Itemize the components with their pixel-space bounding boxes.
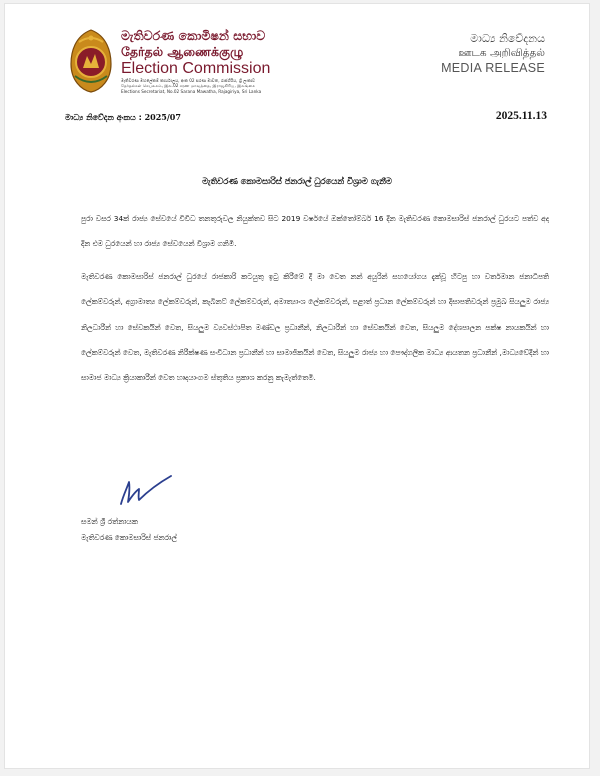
body-paragraph: පුරා වසර 34ක් රාජ්‍ය සේවයේ විවිධ තනතුරුවල නියුක්තව සිට 2019 වර්ෂයේ ඔක්තෝම්බර් 16 දින මැතිවරණ කොමසාරිස් ජනරාල් ධුරයට පත්ව අද දින එම ධුරයෙන් හා රාජ්‍ය සේවයෙන් විශ්‍රාම ගනිමි. — [81, 214, 549, 249]
media-release-sinhala: මාධ්‍ය නිවේදනය — [470, 32, 545, 45]
signatory-title: මැතිවරණ කොමසාරිස් ජනරාල් — [81, 533, 177, 542]
media-release-english: MEDIA RELEASE — [441, 61, 545, 75]
organization-name-block — [121, 28, 291, 94]
address-line: මැතිවරණ මහලේකම් කාර්යාලය, අංක 02 සරණ මාවත, රාජගිරිය, ශ්‍රී ලංකාව — [121, 78, 256, 83]
handwritten-signature — [113, 474, 175, 510]
media-release-page — [4, 3, 590, 769]
address-line: தேர்தல்கள் செயலகம், இல.02 சரண மாவத்தை, இராஜகிரிய, இலங்கை — [121, 83, 256, 89]
release-date: 2025.11.13 — [495, 110, 547, 122]
election-commission-emblem-icon — [65, 28, 117, 94]
media-release-label-block — [441, 32, 545, 76]
reference-label: මාධ්‍ය නිවේදන අංකය : — [65, 113, 142, 122]
org-name-tamil: தேர்தல் ஆணைக்குழு — [121, 44, 244, 59]
release-headline: මැතිවරණ කොමසාරිස් ජනරාල් ධුරයෙන් විශ්‍රාම ගැනීම — [202, 176, 392, 186]
signatory-name: සමන් ශ්‍රී රත්නායක — [81, 517, 138, 526]
media-release-tamil: ஊடக அறிவித்தல் — [458, 47, 545, 59]
reference-number — [65, 112, 181, 123]
body-paragraph: මැතිවරණ කොමසාරිස් ජනරාල් ධුරයේ රාජකාරි කටයුතු ඉටු කිරීමේ දී මා වෙත නන් අයුරින් සහයෝගය දැක්වූ හිටපු හා වර්තමාන ජනාධිපති ලේකම්වරුන්, අග්‍රාමාත්‍ය ලේකම්වරුන්, කැබිනට් ලේකම්වරුන්, අමාත්‍යාංශ ලේකම්වරුන්, පළාත් ප්‍රධාන ලේකම්වරුන් හා දිසාපතිවරුන් ප්‍රමුඛ සියලුම රාජ්‍ය නිලධාරීන් හා සේවකයින් වෙත, සියලුම ව්‍යවස්ථාපිත මණ්ඩල ප්‍රධානීන්, නිලධාරීන් හා සේවකයින් වෙත, සියලුම දේශපාලන පක්ෂ නායකයින් හා ලේකම්වරුන් වෙත, මැතිවරණ නිරීක්ෂණ සංවිධාන ප්‍රධානීන් හා සාමාජිකයින් වෙත, සියලුම රාජ්‍ය හා පෞද්ගලික මාධ්‍ය ආයතන ප්‍රධානීන් ,මාධ්‍යවේදීන් හා සාමාජ මාධ්‍ය ක්‍රියාකාරීන් වෙත හෘදයාංගම ස්තුතිය ප්‍රකාශ කරනු කැමැත්තෙමි. — [81, 272, 549, 383]
org-name-english: Election Commission — [121, 60, 271, 77]
address-line: Elections Secretariat, No.02 Sarana Mawatha, Rajagiriya, Sri Lanka — [121, 88, 262, 94]
org-name-sinhala: මැතිවරණ කොමිෂන් සභාව — [121, 28, 266, 43]
reference-value: 2025/07 — [144, 112, 181, 122]
